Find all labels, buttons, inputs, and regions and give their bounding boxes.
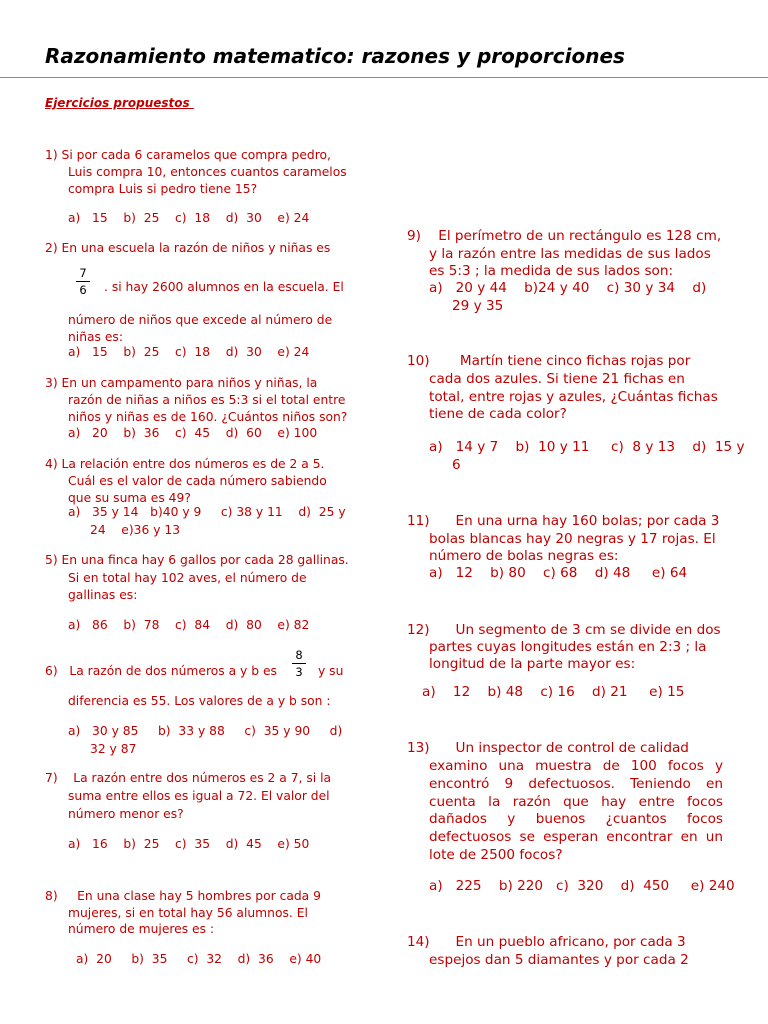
answer-options: 32 y 87 [90, 742, 137, 756]
question-text: 5) En una finca hay 6 gallos por cada 28 gallinas. [45, 553, 349, 567]
question-text: 10) Martín tiene cinco fichas rojas por [407, 353, 691, 369]
answer-options: a) 12 b) 80 c) 68 d) 48 e) 64 [429, 565, 688, 581]
question-text: mujeres, si en total hay 56 alumnos. El [68, 906, 308, 920]
question-text: 14) En un pueblo africano, por cada 3 [407, 934, 686, 950]
title-divider [0, 77, 768, 78]
answer-options: a) 35 y 14 b)40 y 9 c) 38 y 11 d) 25 y [68, 505, 346, 519]
question-text: 3) En un campamento para niños y niñas, la [45, 376, 318, 390]
question-text: niños y niñas es de 160. ¿Cuántos niños son? [68, 410, 348, 424]
answer-options: a) 20 y 44 b)24 y 40 c) 30 y 34 d) [429, 280, 707, 296]
fraction-numerator: 7 [79, 266, 87, 280]
answer-options: a) 14 y 7 b) 10 y 11 c) 8 y 13 d) 15 y [429, 439, 745, 455]
question-text: espejos dan 5 diamantes y por cada 2 [429, 952, 689, 968]
answer-options: a) 15 b) 25 c) 18 d) 30 e) 24 [68, 211, 310, 225]
answer-options: a) 15 b) 25 c) 18 d) 30 e) 24 [68, 345, 310, 359]
question-text: 7) La razón entre dos números es 2 a 7, si la [45, 771, 332, 785]
question-text: 1) Si por cada 6 caramelos que compra pedro, [45, 148, 331, 162]
question-text: 4) La relación entre dos números es de 2 a 5. [45, 457, 325, 471]
answer-options: a) 20 b) 36 c) 45 d) 60 e) 100 [68, 426, 318, 440]
question-text: Luis compra 10, entonces cuantos caramelos [68, 165, 347, 179]
question-text: y la razón entre las medidas de sus lados [429, 246, 711, 262]
question-text: 11) En una urna hay 160 bolas; por cada 3 [407, 513, 720, 529]
question-text: total, entre rojas y azules, ¿Cuántas fichas [429, 389, 718, 405]
question-text: Si en total hay 102 aves, el número de [68, 571, 307, 585]
question-text: . si hay 2600 alumnos en la escuela. El [104, 280, 344, 294]
answer-options: 24 e)36 y 13 [90, 523, 181, 537]
fraction-bar [76, 281, 90, 282]
question-text: número menor es? [68, 807, 184, 821]
question-text: cada dos azules. Si tiene 21 fichas en [429, 371, 685, 387]
fraction-denominator: 6 [79, 283, 87, 297]
question-text: diferencia es 55. Los valores de a y b son : [68, 694, 331, 708]
question-text: es 5:3 ; la medida de sus lados son: [429, 263, 674, 279]
question-text: niñas es: [68, 330, 123, 344]
answer-options: a) 12 b) 48 c) 16 d) 21 e) 15 [422, 684, 685, 700]
question-text: número de niños que excede al número de [68, 313, 333, 327]
question-text: 9) El perímetro de un rectángulo es 128 cm, [407, 228, 722, 244]
question-text: gallinas es: [68, 588, 138, 602]
question-text: 2) En una escuela la razón de niños y niñas es [45, 241, 331, 255]
answer-options: a) 86 b) 78 c) 84 d) 80 e) 82 [68, 618, 310, 632]
answer-options: 29 y 35 [452, 298, 504, 314]
fraction-bar [292, 663, 306, 664]
question-text: suma entre ellos es igual a 72. El valor del [68, 789, 330, 803]
question-text: que su suma es 49? [68, 491, 191, 505]
question-text: 13) Un inspector de control de calidad [407, 740, 689, 756]
answer-options: a) 225 b) 220 c) 320 d) 450 e) 240 [429, 878, 735, 894]
section-subtitle: Ejercicios propuestos [45, 96, 194, 110]
question-text: 6) La razón de dos números a y b es [45, 664, 277, 678]
question-text: partes cuyas longitudes están en 2:3 ; la [429, 639, 707, 655]
question-text: y su [318, 664, 344, 678]
page-title: Razonamiento matematico: razones y proporciones [45, 44, 625, 68]
fraction [292, 648, 306, 679]
question-text: bolas blancas hay 20 negras y 17 rojas. El [429, 531, 716, 547]
question-text: compra Luis si pedro tiene 15? [68, 182, 258, 196]
fraction [76, 266, 90, 297]
fraction-numerator: 8 [295, 648, 303, 662]
fraction-denominator: 3 [295, 665, 303, 679]
question-text: número de bolas negras es: [429, 548, 619, 564]
question-text: Cuál es el valor de cada número sabiendo [68, 474, 327, 488]
answer-options: a) 16 b) 25 c) 35 d) 45 e) 50 [68, 837, 310, 851]
question-text: 12) Un segmento de 3 cm se divide en dos [407, 622, 721, 638]
answer-options: 6 [452, 457, 461, 473]
question-text: examino una muestra de 100 focos y encontró 9 defectuosos. Teniendo en cuenta la razón que hay entre focos dañados y buenos ¿cuantos focos defectuosos se esperan encontrar en un lote de 2500 focos? [429, 758, 723, 863]
question-text: número de mujeres es : [68, 922, 215, 936]
question-text: 8) En una clase hay 5 hombres por cada 9 [45, 889, 321, 903]
question-text: razón de niñas a niños es 5:3 si el total entre [68, 393, 346, 407]
question-text: tiene de cada color? [429, 406, 567, 422]
answer-options: a) 20 b) 35 c) 32 d) 36 e) 40 [76, 952, 322, 966]
answer-options: a) 30 y 85 b) 33 y 88 c) 35 y 90 d) [68, 724, 343, 738]
question-text: longitud de la parte mayor es: [429, 656, 636, 672]
